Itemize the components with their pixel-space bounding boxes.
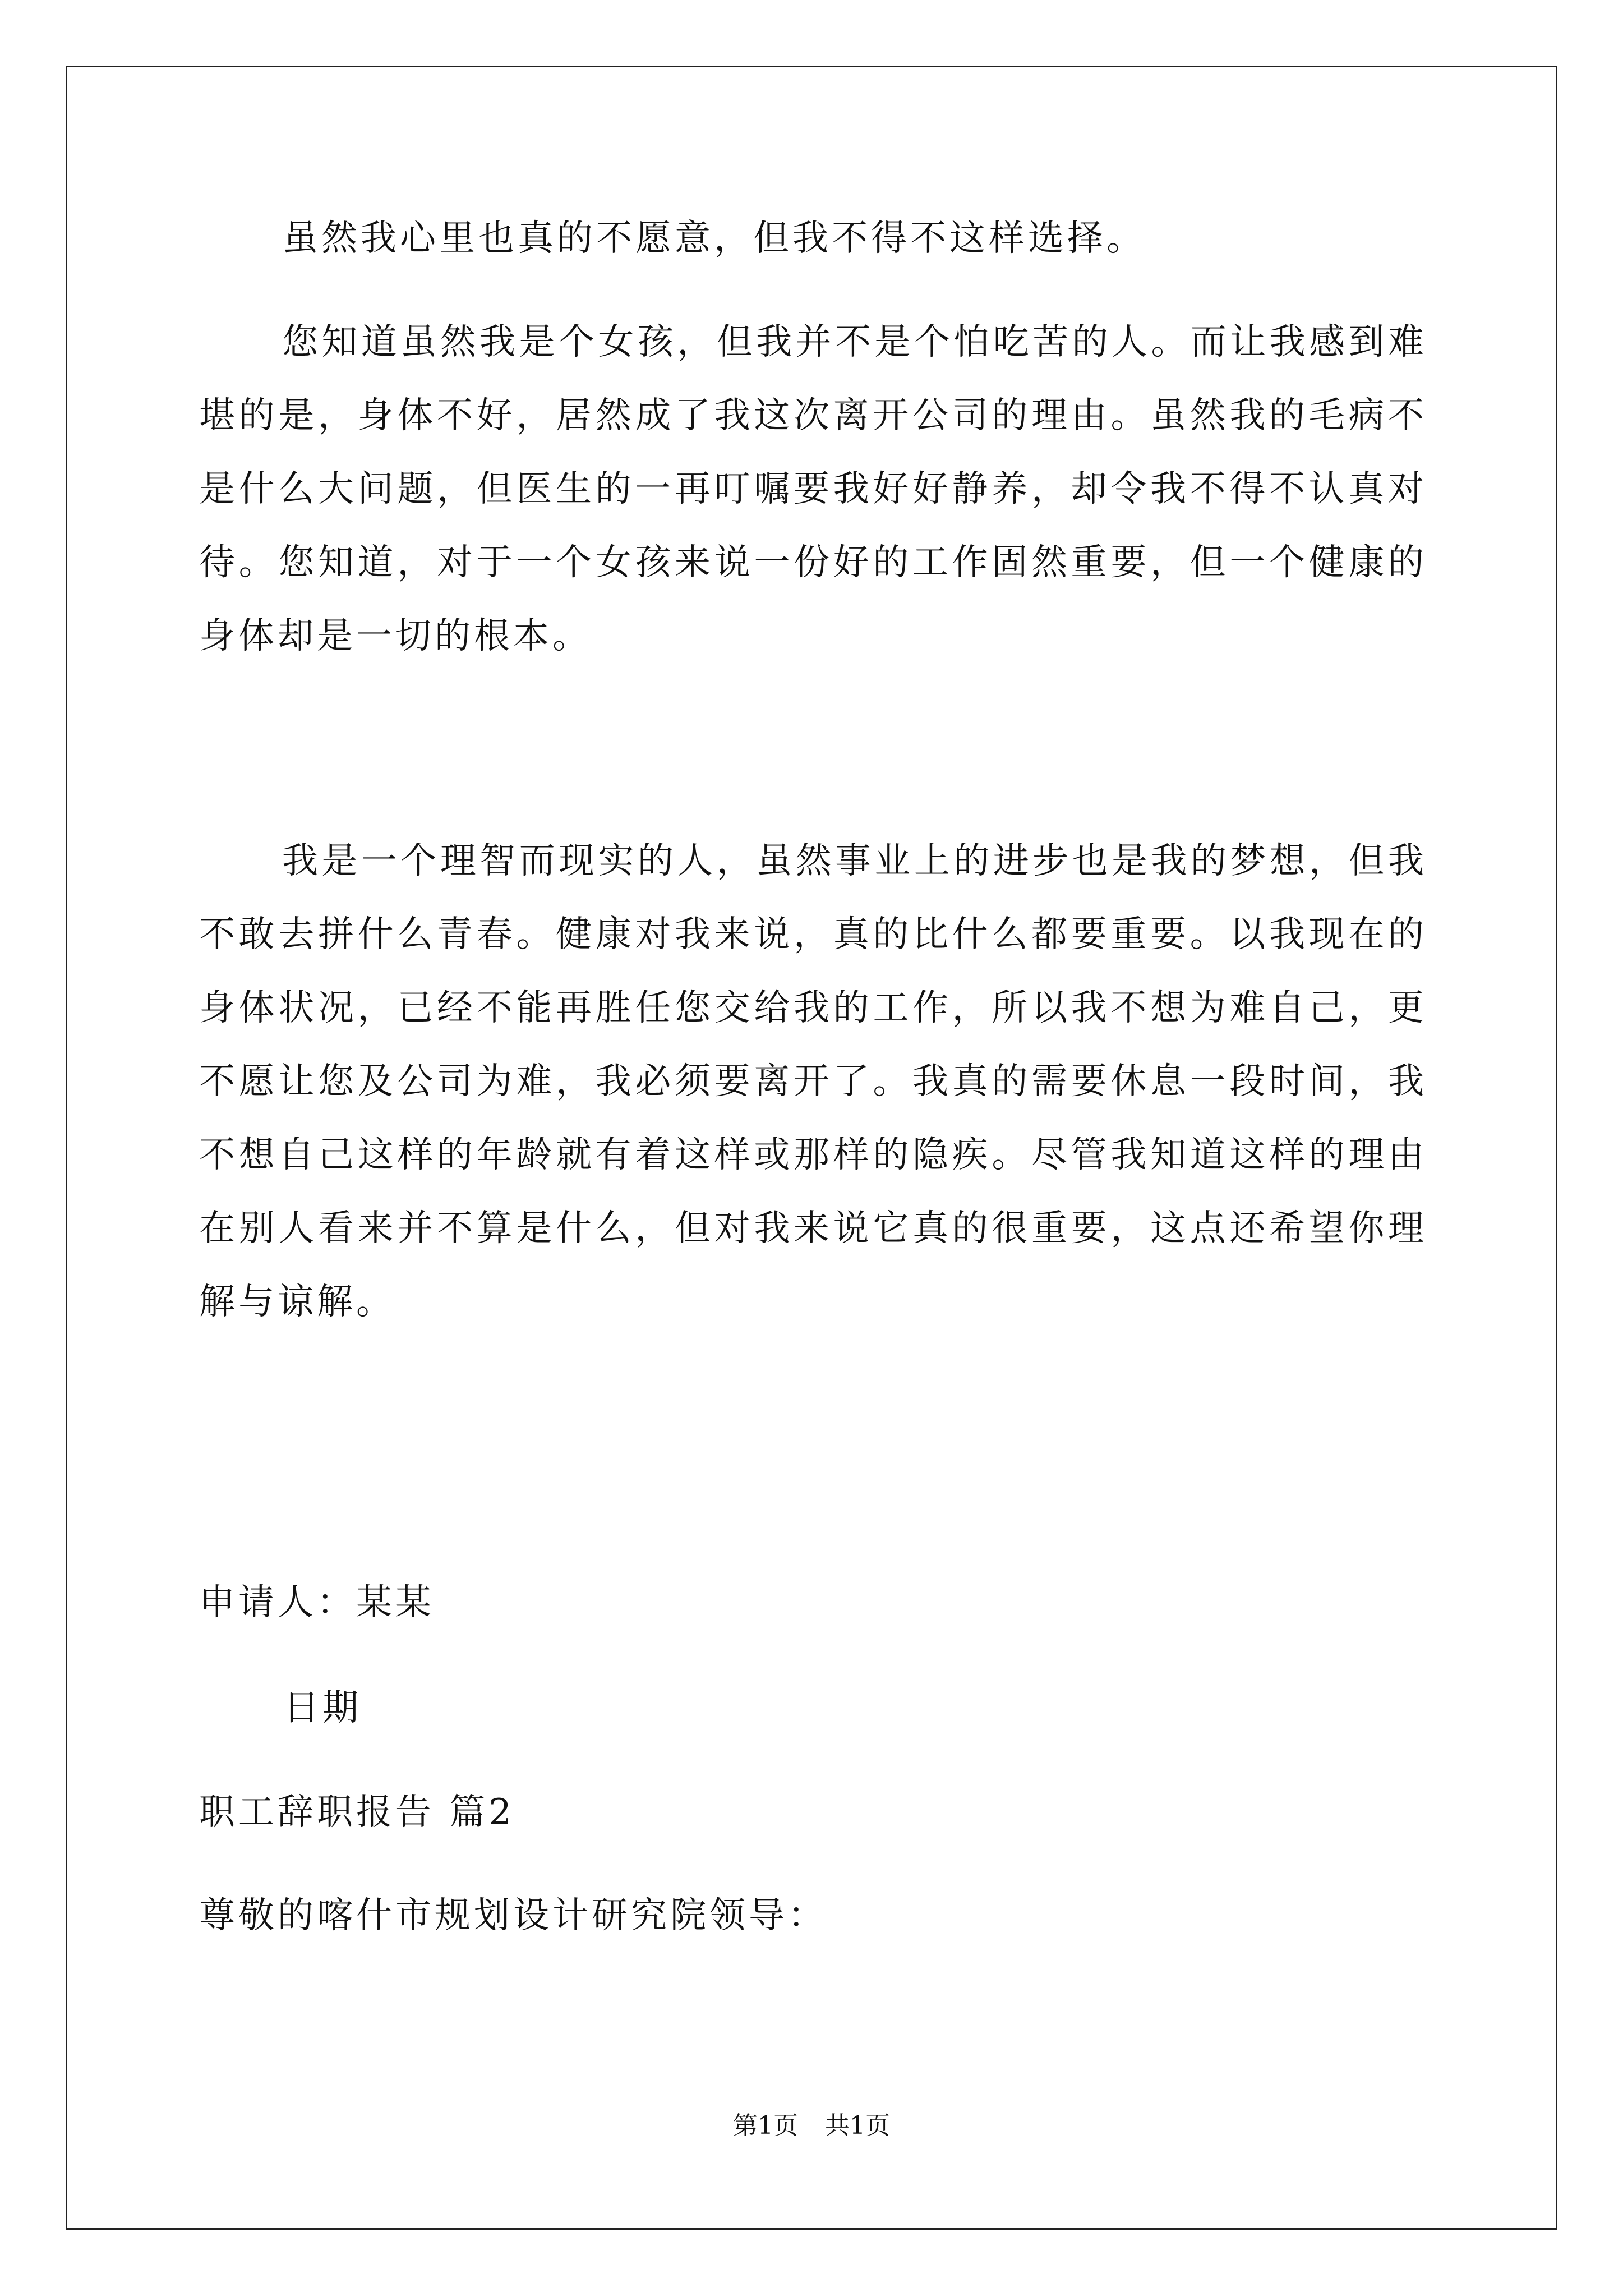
page-footer: [0, 2109, 1623, 2143]
page-number-current: 第1页: [733, 2111, 798, 2140]
salutation: 尊敬的喀什市规划设计研究院领导：: [199, 1895, 827, 1936]
paragraph-3: 我是一个理智而现实的人，虽然事业上的进步也是我的梦想，但我不敢去拼什么青春。健康对我来说，真的比什么都要重要。以我现在的身体状况，已经不能再胜任您交给我的工作，所以我不想为难自己，更不愿让您及公司为难，我必须要离开了。我真的需要休息一段时间，我不想自己这样的年龄就有着这样或那样的隐疾。尽管我知道这样的理由在别人看来并不算是什么，但对我来说它真的很重要，这点还希望你理解与谅解。: [199, 840, 1427, 1323]
paragraph-2: 您知道虽然我是个女孩，但我并不是个怕吃苦的人。而让我感到难堪的是，身体不好，居然成了我这次离开公司的理由。虽然我的毛病不是什么大问题，但医生的一再叮嘱要我好好静养，却令我不得不认真对待。您知道，对于一个女孩来说一份好的工作固然重要，但一个健康的身体却是一切的根本。: [199, 321, 1427, 657]
section-title: 职工辞职报告 篇2: [199, 1792, 515, 1833]
applicant-line: 申请人：某某: [199, 1582, 435, 1623]
paragraph-1: 虽然我心里也真的不愿意，但我不得不这样选择。: [282, 218, 1146, 259]
page-number-total: 共1页: [825, 2111, 890, 2140]
date-label: 日期: [283, 1687, 362, 1729]
